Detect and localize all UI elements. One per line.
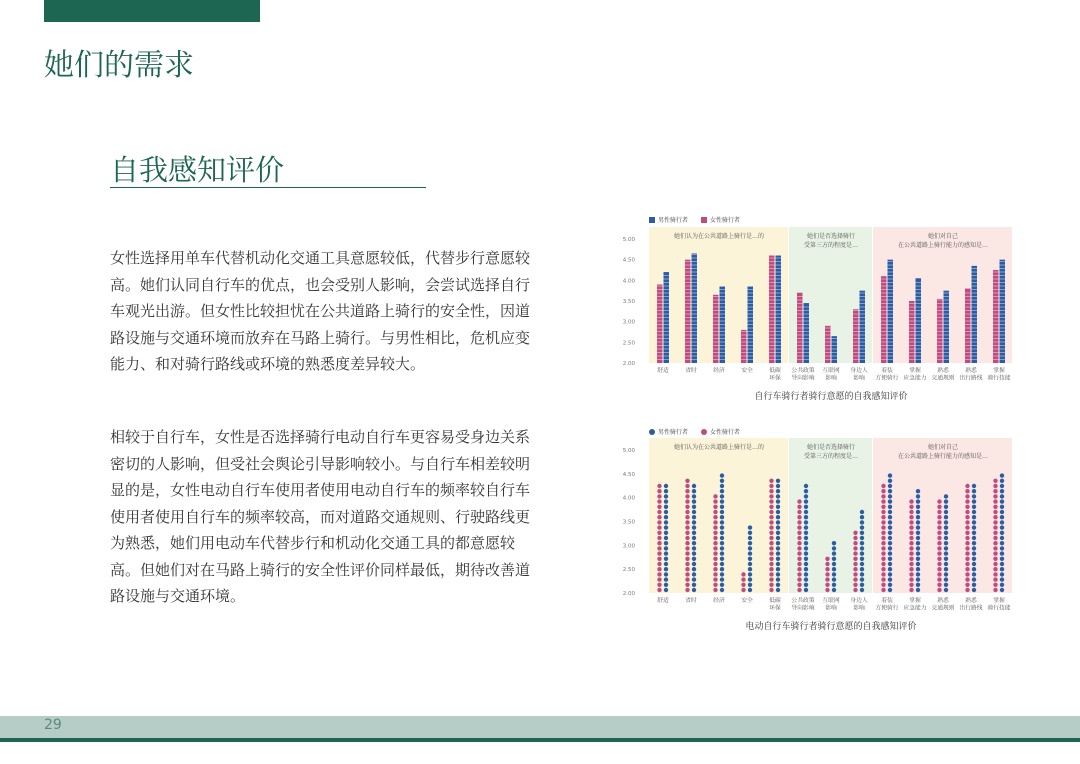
category-label: 舒适 <box>657 598 669 604</box>
category-label: 环保 <box>769 605 781 612</box>
category-label: 环保 <box>769 375 781 382</box>
female-bar <box>965 289 971 363</box>
category-label: 熟悉 <box>937 368 949 374</box>
category-label: 交通规则 <box>931 375 955 382</box>
y-tick-label: 2.00 <box>622 361 635 367</box>
category-label: 着装 <box>881 598 893 604</box>
page-number: 29 <box>44 717 62 733</box>
male-dot-column <box>692 484 696 592</box>
male-dot-column <box>888 473 892 592</box>
category-label: 骑行技能 <box>987 375 1011 382</box>
category-label: 交通规则 <box>931 605 955 612</box>
category-label: 导向影响 <box>791 605 815 612</box>
female-bar <box>741 330 747 363</box>
male-bar <box>692 253 698 363</box>
male-bar <box>888 260 894 363</box>
zone-band <box>649 438 788 593</box>
y-tick-label: 4.00 <box>622 495 635 502</box>
female-bar <box>769 256 775 363</box>
category-label: 影响 <box>825 375 837 382</box>
zone-label: 她们认为在公共道路上骑行是…的 <box>673 233 765 240</box>
category-label: 掌握 <box>993 368 1005 374</box>
category-label: 经济 <box>713 598 725 604</box>
legend-swatch <box>701 429 707 435</box>
zone-label: 受第三方的程度是… <box>803 453 859 460</box>
bicycle-chart <box>615 212 1015 407</box>
y-tick-label: 3.00 <box>622 543 635 550</box>
category-label: 安全 <box>741 598 753 604</box>
category-label: 互联网 <box>822 598 840 604</box>
y-tick-label: 2.00 <box>622 591 635 597</box>
category-label: 省时 <box>685 368 697 374</box>
category-label: 熟悉 <box>937 598 949 604</box>
zone-label: 她们对自己 <box>927 444 959 451</box>
category-label: 方便骑行 <box>875 375 899 382</box>
male-bar <box>776 256 782 363</box>
female-bar <box>853 309 859 363</box>
zone-label: 受第三方的程度是… <box>803 242 859 249</box>
paragraph-ebike: 相较于自行车，女性是否选择骑行电动自行车更容易受身边关系密切的人影响，但受社会舆论引导影响较小。与自行车相差较明显的是，女性电动自行车使用者使用电动自行车的频率较自行车使用者使用自行车的频率较高，而对道路交通规则、行驶路线更为熟悉，她们用电动车代替步行和机动化交通工具的都意愿较高。但她们对在马路上骑行的安全性评价同样最低，期待改善道路设施与交通环境。 <box>110 428 531 605</box>
female-bar <box>825 326 831 363</box>
female-dot-column <box>657 484 661 592</box>
female-bar <box>657 284 663 363</box>
male-bar <box>972 266 978 363</box>
male-bar <box>944 291 950 363</box>
header-accent-bar <box>44 0 260 22</box>
male-bar <box>804 303 810 363</box>
sub-title-underline <box>110 187 426 188</box>
category-label: 经济 <box>713 368 725 374</box>
male-bar <box>832 336 838 363</box>
zone-label: 她们认为在公共道路上骑行是…的 <box>673 444 765 451</box>
category-label: 应急能力 <box>903 375 927 382</box>
chart-title: 电动自行车骑行者骑行意愿的自我感知评价 <box>745 622 917 632</box>
zone-band <box>873 438 1012 593</box>
male-dot-column <box>664 484 668 592</box>
category-label: 低碳 <box>769 598 781 604</box>
zone-label: 她们是否选择骑行 <box>806 233 856 240</box>
category-label: 方便骑行 <box>875 605 899 612</box>
y-tick-label: 3.50 <box>622 299 635 305</box>
female-dot-column <box>965 484 969 592</box>
ebike-chart <box>615 424 1015 636</box>
legend-label: 女性骑行者 <box>710 429 741 436</box>
category-label: 公共政策 <box>791 368 815 374</box>
category-label: 低碳 <box>769 368 781 374</box>
category-label: 影响 <box>853 605 865 612</box>
category-label: 舒适 <box>657 368 669 374</box>
category-label: 熟悉 <box>965 598 977 604</box>
y-tick-label: 4.50 <box>622 257 635 264</box>
y-tick-label: 3.00 <box>622 319 635 326</box>
category-label: 身边人 <box>850 368 868 374</box>
legend-label: 男性骑行者 <box>658 429 689 436</box>
category-label: 掌握 <box>909 598 921 604</box>
male-bar <box>748 287 754 363</box>
legend-swatch <box>701 217 707 223</box>
y-tick-label: 3.50 <box>622 519 635 526</box>
category-label: 安全 <box>741 368 753 374</box>
category-label: 身边人 <box>850 598 868 604</box>
female-bar <box>909 301 915 363</box>
sub-title: 自我感知评价 <box>110 153 285 187</box>
legend-swatch <box>649 429 655 435</box>
female-bar <box>993 270 999 363</box>
category-label: 熟悉 <box>965 368 977 374</box>
category-label: 掌握 <box>993 598 1005 604</box>
zone-label: 在公共道路上骑行能力的感知是… <box>897 453 989 460</box>
male-dot-column <box>804 484 808 592</box>
male-bar <box>720 287 726 363</box>
chart-title: 自行车骑行者骑行意愿的自我感知评价 <box>754 392 908 402</box>
footer-line <box>0 738 1080 742</box>
zone-label: 她们对自己 <box>927 233 959 240</box>
paragraph-bicycle: 女性选择用单车代替机动化交通工具意愿较低，代替步行意愿较高。她们认同自行车的优点，也会受别人影响，会尝试选择自行车观光出游。但女性比较担忧在公共道路上骑行的安全性，因道路设施与交通环境而放弃在马路上骑行。与男性相比，危机应变能力、和对骑行路线或环境的熟悉度差异较大。 <box>110 249 531 373</box>
male-dot-column <box>972 484 976 592</box>
female-bar <box>937 299 943 363</box>
category-label: 着装 <box>881 368 893 374</box>
category-label: 应急能力 <box>903 605 927 612</box>
category-label: 骑行技能 <box>987 605 1011 612</box>
male-bar <box>1000 260 1006 363</box>
male-dot-column <box>1000 473 1004 592</box>
zone-label: 在公共道路上骑行能力的感知是… <box>897 242 989 249</box>
legend-label: 男性骑行者 <box>658 217 689 224</box>
category-label: 出行路线 <box>959 375 983 382</box>
category-label: 影响 <box>825 605 837 612</box>
category-label: 互联网 <box>822 368 840 374</box>
footer-band <box>0 716 1080 738</box>
y-tick-label: 2.50 <box>622 567 635 574</box>
female-bar <box>881 276 887 363</box>
male-bar <box>860 291 866 363</box>
y-tick-label: 5.00 <box>622 237 635 243</box>
y-tick-label: 2.50 <box>622 340 635 347</box>
female-dot-column <box>881 484 885 592</box>
male-bar <box>916 278 922 363</box>
category-label: 出行路线 <box>959 605 983 612</box>
female-bar <box>797 293 803 363</box>
category-label: 公共政策 <box>791 598 815 604</box>
legend-label: 女性骑行者 <box>710 217 741 224</box>
female-bar <box>713 295 719 363</box>
category-label: 省时 <box>685 598 697 604</box>
category-label: 影响 <box>853 375 865 382</box>
zone-label: 她们是否选择骑行 <box>806 444 856 451</box>
legend-swatch <box>649 217 655 223</box>
male-dot-column <box>720 473 724 592</box>
y-tick-label: 4.00 <box>622 278 635 285</box>
category-label: 掌握 <box>909 368 921 374</box>
section-title: 她们的需求 <box>44 48 194 83</box>
y-tick-label: 5.00 <box>622 448 635 454</box>
female-bar <box>685 260 691 363</box>
male-bar <box>664 272 670 363</box>
category-label: 导向影响 <box>791 375 815 382</box>
y-tick-label: 4.50 <box>622 471 635 478</box>
